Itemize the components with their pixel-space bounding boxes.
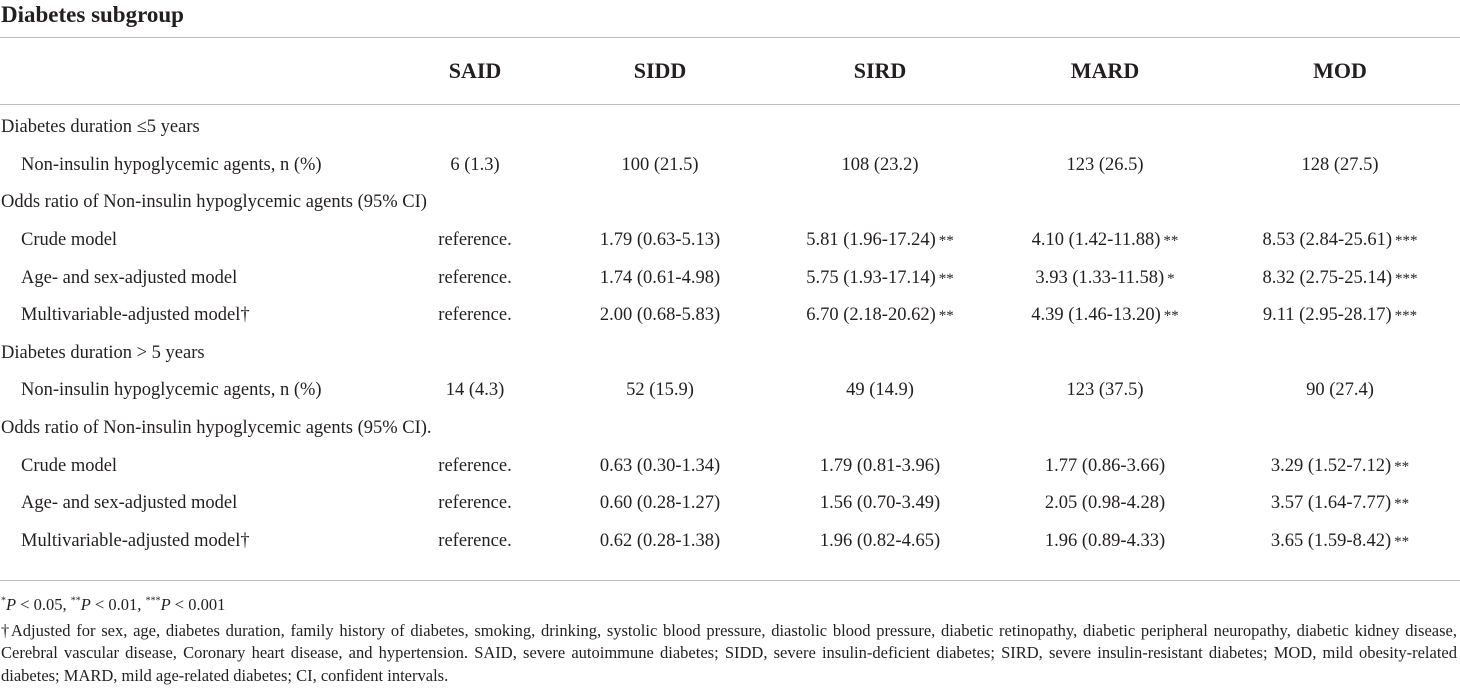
header-row — [0, 38, 1460, 105]
value-cell — [400, 222, 550, 260]
value-cell — [550, 447, 770, 485]
sig-marker-3: *** — [145, 595, 161, 607]
section-header-row — [0, 105, 1460, 147]
significance-marker: ** — [1163, 233, 1179, 250]
value-cell — [400, 485, 550, 523]
value-cell — [770, 372, 990, 410]
significance-footnote — [1, 594, 1457, 617]
cell-value: 1.96 (0.89-4.33) — [1044, 530, 1166, 551]
table-row — [0, 447, 1460, 485]
significance-marker: ** — [1394, 533, 1410, 550]
value-cell — [400, 447, 550, 485]
cell-value: 90 (27.4) — [1306, 380, 1374, 401]
cell-value: 6.70 (2.18-20.62) — [806, 305, 936, 326]
value-cell — [990, 222, 1220, 260]
cell-value: 123 (26.5) — [1066, 154, 1144, 175]
table-row — [0, 222, 1460, 260]
value-cell — [990, 147, 1220, 185]
cell-value: 5.75 (1.93-17.14) — [806, 267, 936, 288]
value-cell — [550, 523, 770, 561]
row-label: Age- and sex-adjusted model — [21, 493, 238, 514]
sig-threshold-3: < 0.001 — [170, 595, 226, 614]
value-cell — [990, 184, 1220, 222]
cell-value: 14 (4.3) — [445, 380, 505, 401]
header-said: SAID — [448, 58, 502, 83]
results-table — [0, 38, 1460, 560]
adjustment-footnote: †Adjusted for sex, age, diabetes duration, family history of diabetes, smoking, drinking, systolic blood pressure, diastolic blood pressure, diabetic retinopathy, diabetic peripheral neuropathy, diabetic kidney disease, Cerebral vascular disease, Coronary heart disease, and hypertension. SAID, severe autoimmune diabetes; SIDD, severe insulin-deficient diabetes; SIRD, severe insulin-resistant diabetes; MOD, mild obesity-related diabetes; MARD, mild age-related diabetes; CI, confident intervals. — [1, 620, 1457, 685]
sig-threshold-2: < 0.01, — [90, 595, 146, 614]
value-cell — [400, 335, 550, 373]
table-title: Diabetes subgroup — [1, 2, 184, 27]
value-cell — [1220, 147, 1460, 185]
value-cell — [770, 184, 990, 222]
value-cell — [1220, 297, 1460, 335]
cell-value: 3.93 (1.33-11.58) — [1035, 267, 1165, 288]
value-cell — [550, 259, 770, 297]
cell-value: 4.10 (1.42-11.88) — [1031, 230, 1161, 251]
row-label: Age- and sex-adjusted model — [21, 267, 238, 288]
value-cell — [1220, 372, 1460, 410]
sig-threshold-1: < 0.05, — [16, 595, 71, 614]
value-cell — [770, 259, 990, 297]
significance-marker: ** — [938, 308, 954, 325]
cell-value: 9.11 (2.95-28.17) — [1262, 305, 1392, 326]
significance-marker: ** — [938, 233, 954, 250]
header-sidd: SIDD — [633, 58, 687, 83]
value-cell — [990, 523, 1220, 561]
cell-value: 8.53 (2.84-25.61) — [1262, 230, 1392, 251]
sig-marker-2: ** — [70, 595, 81, 607]
value-cell — [400, 147, 550, 185]
value-cell — [1220, 447, 1460, 485]
value-cell — [990, 410, 1220, 448]
value-cell — [770, 447, 990, 485]
cell-value: 1.56 (0.70-3.49) — [819, 493, 941, 514]
footnotes — [1, 594, 1457, 687]
value-cell — [990, 105, 1220, 147]
bottom-rule — [0, 580, 1460, 581]
value-cell — [990, 297, 1220, 335]
value-cell — [990, 447, 1220, 485]
cell-value: reference. — [438, 493, 512, 514]
value-cell — [550, 222, 770, 260]
section-header-row — [0, 410, 1460, 448]
cell-value: 4.39 (1.46-13.20) — [1031, 305, 1161, 326]
cell-value: reference. — [438, 530, 512, 551]
value-cell — [1220, 105, 1460, 147]
table-row — [0, 372, 1460, 410]
table-row — [0, 259, 1460, 297]
cell-value: 0.60 (0.28-1.27) — [599, 493, 721, 514]
section-header-row — [0, 184, 1460, 222]
significance-marker: ** — [938, 270, 954, 287]
value-cell — [770, 297, 990, 335]
cell-value: reference. — [438, 455, 512, 476]
row-label: Multivariable-adjusted model† — [21, 530, 250, 551]
value-cell — [770, 410, 990, 448]
significance-marker: *** — [1394, 233, 1418, 250]
table-body — [0, 105, 1460, 561]
value-cell — [990, 372, 1220, 410]
value-cell — [770, 335, 990, 373]
value-cell — [400, 105, 550, 147]
value-cell — [550, 105, 770, 147]
value-cell — [990, 485, 1220, 523]
significance-marker: ** — [1163, 308, 1179, 325]
table-row — [0, 485, 1460, 523]
cell-value: 49 (14.9) — [846, 380, 914, 401]
cell-value: 128 (27.5) — [1301, 154, 1379, 175]
value-cell — [1220, 410, 1460, 448]
header-mard: MARD — [1070, 58, 1140, 83]
cell-value: 2.05 (0.98-4.28) — [1044, 493, 1166, 514]
value-cell — [550, 372, 770, 410]
table-row — [0, 523, 1460, 561]
p-symbol-3: P — [160, 595, 171, 614]
cell-value: 3.65 (1.59-8.42) — [1270, 530, 1392, 551]
cell-value: 1.74 (0.61-4.98) — [599, 267, 721, 288]
significance-marker: *** — [1394, 270, 1418, 287]
significance-marker: ** — [1394, 458, 1410, 475]
cell-value: 1.79 (0.81-3.96) — [819, 455, 941, 476]
value-cell — [550, 335, 770, 373]
significance-marker: *** — [1394, 308, 1418, 325]
cell-value: 5.81 (1.96-17.24) — [806, 230, 936, 251]
value-cell — [550, 485, 770, 523]
cell-value: reference. — [438, 305, 512, 326]
section-label: Odds ratio of Non-insulin hypoglycemic agents (95% CI) — [1, 192, 427, 213]
row-label: Crude model — [21, 230, 118, 251]
value-cell — [1220, 523, 1460, 561]
significance-marker: ** — [1394, 496, 1410, 513]
header-label-cell — [0, 38, 400, 105]
cell-value: 3.57 (1.64-7.77) — [1270, 493, 1392, 514]
row-label: Non-insulin hypoglycemic agents, n (%) — [21, 380, 322, 401]
value-cell — [770, 105, 990, 147]
row-label: Crude model — [21, 455, 118, 476]
cell-value: 52 (15.9) — [626, 380, 694, 401]
value-cell — [400, 297, 550, 335]
sig-marker-1: * — [1, 595, 6, 607]
value-cell — [1220, 259, 1460, 297]
cell-value: 123 (37.5) — [1066, 380, 1144, 401]
cell-value: 6 (1.3) — [450, 154, 500, 175]
cell-value: 8.32 (2.75-25.14) — [1262, 267, 1392, 288]
cell-value: 1.96 (0.82-4.65) — [819, 530, 941, 551]
cell-value: reference. — [438, 230, 512, 251]
value-cell — [1220, 335, 1460, 373]
cell-value: 3.29 (1.52-7.12) — [1270, 455, 1392, 476]
value-cell — [1220, 485, 1460, 523]
value-cell — [770, 222, 990, 260]
row-label: Multivariable-adjusted model† — [21, 305, 250, 326]
cell-value: 100 (21.5) — [621, 154, 699, 175]
header-sird: SIRD — [853, 58, 907, 83]
cell-value: 1.79 (0.63-5.13) — [599, 230, 721, 251]
significance-marker: * — [1167, 270, 1175, 287]
value-cell — [990, 335, 1220, 373]
value-cell — [400, 372, 550, 410]
p-symbol-2: P — [80, 595, 91, 614]
cell-value: 0.62 (0.28-1.38) — [599, 530, 721, 551]
section-label: Diabetes duration ≤5 years — [1, 117, 200, 138]
value-cell — [1220, 184, 1460, 222]
header-mod: MOD — [1313, 58, 1367, 83]
cell-value: 1.77 (0.86-3.66) — [1044, 455, 1166, 476]
value-cell — [990, 259, 1220, 297]
value-cell — [770, 485, 990, 523]
section-label: Diabetes duration > 5 years — [1, 342, 205, 363]
value-cell — [400, 259, 550, 297]
value-cell — [770, 523, 990, 561]
section-label: Odds ratio of Non-insulin hypoglycemic agents (95% CI). — [1, 418, 432, 439]
table-row — [0, 147, 1460, 185]
value-cell — [1220, 222, 1460, 260]
cell-value: 2.00 (0.68-5.83) — [599, 305, 721, 326]
value-cell — [550, 297, 770, 335]
value-cell — [770, 147, 990, 185]
value-cell — [550, 184, 770, 222]
value-cell — [400, 523, 550, 561]
p-symbol-1: P — [6, 595, 17, 614]
cell-value: reference. — [438, 267, 512, 288]
cell-value: 108 (23.2) — [841, 154, 919, 175]
value-cell — [550, 410, 770, 448]
cell-value: 0.63 (0.30-1.34) — [599, 455, 721, 476]
value-cell — [550, 147, 770, 185]
section-header-row — [0, 335, 1460, 373]
row-label: Non-insulin hypoglycemic agents, n (%) — [21, 154, 322, 175]
table-row — [0, 297, 1460, 335]
